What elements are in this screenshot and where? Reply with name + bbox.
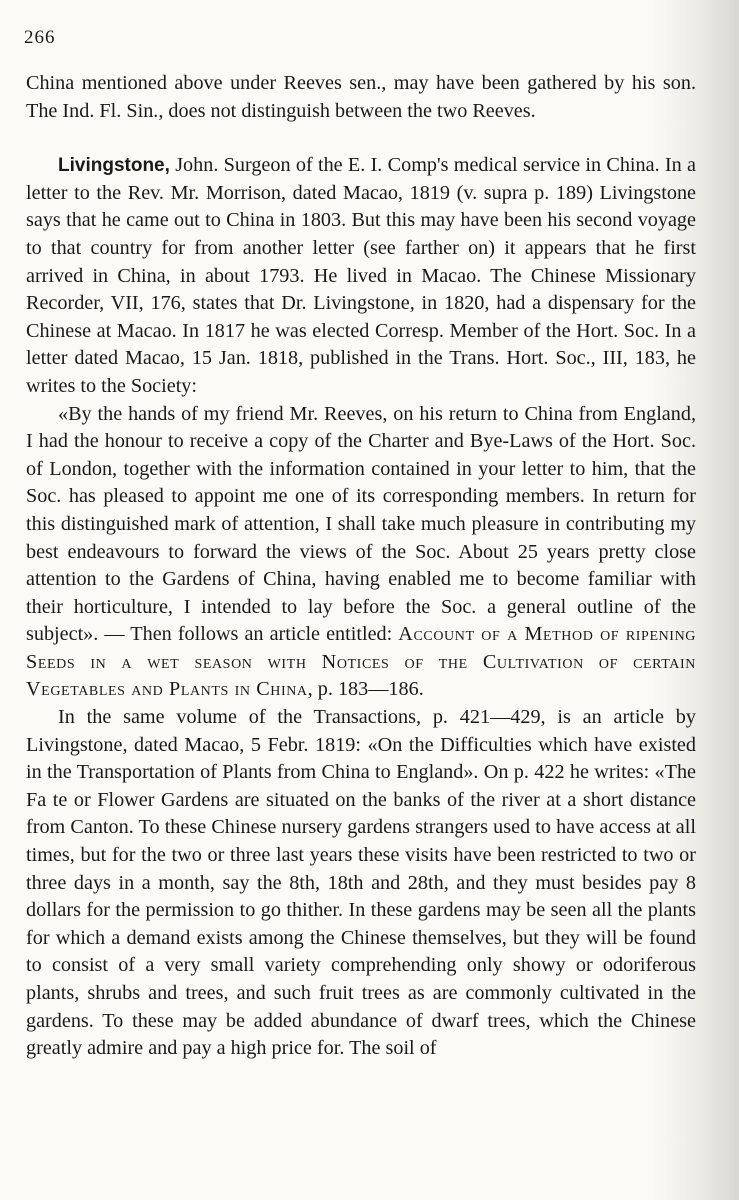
paragraph-intro: China mentioned above under Reeves sen., may have been gathered by his son. The Ind. Fl. Sin., does not distinguish between the two Reeves. — [26, 72, 696, 122]
quote-text: «By the hands of my friend Mr. Reeves, on his return to China from England, I had the honour to receive a copy of the Charter and Bye-Laws of the Hort. Soc. of London, together with the information contained in your letter to him, that the Soc. has pleased to appoint me one of its corresponding members. In return for this distinguished mark of attention, I shall take much pleasure in contributing my best endeavours to forward the views of the Soc. About 25 years pretty close attention to the Gardens of China, having enabled me to become familiar with their horticulture, I intended to lay before the Soc. a general outline of the subject». — Then follows an article entitled: — [26, 402, 696, 646]
page-number: 266 — [24, 27, 56, 48]
article-pages: , p. 183—186. — [307, 678, 424, 701]
entry-text: John. Surgeon of the E. I. Comp's medical service in China. In a letter to the Rev. Mr. Morrison, dated Macao, 1819 (v. supra p. 189) Livingstone says that he came out to China in 1803. But this may have been his second voyage to that country for from another letter (see farther on) it appears that he first arrived in China, in about 1793. He lived in Macao. The Chinese Missionary Recorder, VII, 176, states that Dr. Livingstone, in 1820, had a dispensary for the Chinese at Macao. In 1817 he was elected Corresp. Member of the Hort. Soc. In a letter dated Macao, 15 Jan. 1818, published in the Trans. Hort. Soc., III, 183, he writes to the Society: — [26, 154, 696, 397]
paragraph-quote — [26, 401, 696, 705]
article-title: Account of a Method of ripening Seeds in a wet season with Notices of the Cultivation of certain Vegetables and Plants in China — [26, 623, 696, 701]
paragraph-livingstone-entry — [26, 152, 696, 400]
page-body — [26, 70, 696, 1063]
entry-heading: Livingstone, — [58, 155, 170, 177]
paragraph-transactions: In the same volume of the Transactions, p. 421—429, is an article by Livingstone, dated Macao, 5 Febr. 1819: «On the Difficulties which have existed in the Transportation of Plants from China to England». On p. 422 he writes: «The Fa te or Flower Gardens are situated on the banks of the river at a short distance from Canton. To these Chinese nursery gardens strangers used to have access at all times, but for the two or three last years these visits have been restricted to two or three days in a month, say the 8th, 18th and 28th, and they must besides pay 8 dollars for the permission to go thither. In these gardens may be seen all the plants for which a demand exists among the Chinese themselves, but they will be found to consist of a very small variety comprehending only showy or odoriferous plants, shrubs and trees, and such fruit trees as are commonly cultivated in the gardens. To these may be added abundance of dwarf trees, which the Chinese greatly admire and pay a high price for. The soil of — [26, 706, 696, 1060]
